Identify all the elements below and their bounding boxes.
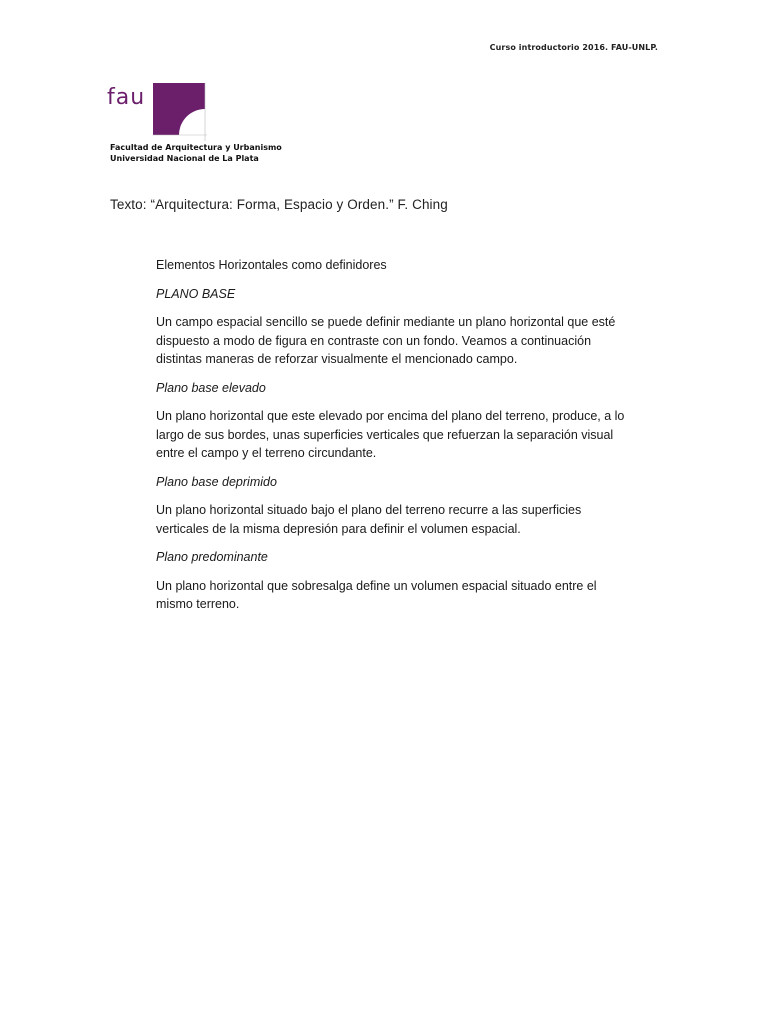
- course-header-note: Curso introductorio 2016. FAU-UNLP.: [489, 43, 658, 52]
- section-heading: Elementos Horizontales como definidores: [156, 258, 387, 272]
- university-name: Universidad Nacional de La Plata: [110, 154, 259, 163]
- logo-mark-icon: [153, 83, 207, 141]
- document-body: [156, 256, 626, 624]
- subsection-body-predominant: Un plano horizontal que sobresalga define un volumen espacial situado entre el mismo terreno.: [156, 578, 597, 611]
- subsection-title-elevated: Plano base elevado: [156, 380, 266, 395]
- subsection-title-predominant: Plano predominante: [156, 550, 268, 564]
- fau-logo: [107, 83, 207, 141]
- subsection-body-depressed: Un plano horizontal situado bajo el plano del terreno recurre a las superficies verticales de la misma depresión para definir el volumen espacial.: [156, 503, 582, 536]
- source-reference: Texto: “Arquitectura: Forma, Espacio y Orden.” F. Ching: [110, 197, 448, 212]
- intro-paragraph: Un campo espacial sencillo se puede definir mediante un plano horizontal que esté dispuesto a modo de figura en contraste con un fondo. Veamos a continuación distintas maneras de reforzar visualmente el mencionado campo.: [156, 315, 616, 366]
- subsection-body-elevated: Un plano horizontal que este elevado por encima del plano del terreno, produce, a lo largo de sus bordes, unas superficies verticales que refuerzan la separación visual entre el campo y el terreno circundante.: [156, 409, 625, 460]
- faculty-block: [110, 142, 282, 164]
- logo-text: fau: [107, 85, 146, 110]
- section-title: PLANO BASE: [156, 286, 236, 301]
- faculty-name: Facultad de Arquitectura y Urbanismo: [110, 143, 282, 152]
- subsection-title-depressed: Plano base deprimido: [156, 474, 277, 489]
